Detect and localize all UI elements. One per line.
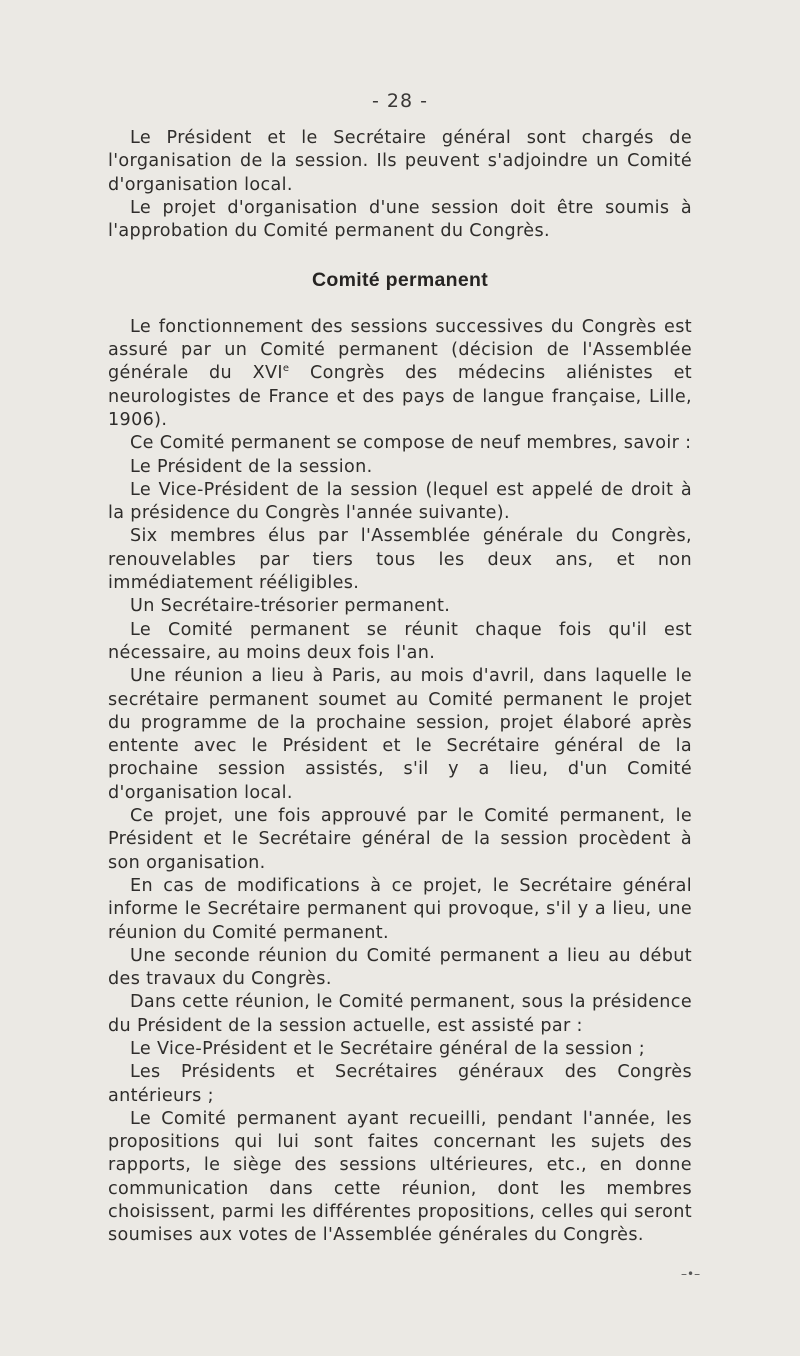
paragraph-organisation: Le Président et le Secrétaire général sont chargés de l'organisation de la session. Ils peuvent s'adjoindre un Comité d'organisation local. bbox=[108, 128, 692, 195]
paragraph-vice-president-secretaire: Le Vice-Président et le Secrétaire général de la session ; bbox=[130, 1038, 645, 1059]
paragraph-approbation: Le projet d'organisation d'une session doit être soumis à l'approbation du Comité permanent du Congrès. bbox=[108, 197, 692, 242]
document-body bbox=[108, 127, 692, 1248]
paragraph-dans-cette-reunion: Dans cette réunion, le Comité permanent, sous la présidence du Président de la session actuelle, est assisté par : bbox=[108, 992, 692, 1036]
paragraph-fonctionnement bbox=[108, 316, 692, 432]
paragraph-propositions: Le Comité permanent ayant recueilli, pendant l'année, les propositions qui lui sont faites concernant les sujets des rapports, le siège des sessions ultérieures, etc., en donne communication dans cette réunion, dont les membres choisissent, parmi les différentes propositions, celles qui seront soumises aux votes de l'Assemblée générales du Congrès. bbox=[108, 1108, 692, 1246]
paragraph-seconde-reunion: Une seconde réunion du Comité permanent a lieu au début des travaux du Congrès. bbox=[108, 945, 692, 990]
paragraph-reunion-frequence: Le Comité permanent se réunit chaque fois qu'il est nécessaire, au moins deux fois l'an. bbox=[108, 619, 692, 663]
paragraph-president: Le Président de la session. bbox=[130, 456, 373, 477]
paragraph-fonctionnement-part2: Congrès des médecins aliénistes et neurologistes de France et des pays de langue française, Lille, 1906). bbox=[108, 363, 693, 430]
paragraph-projet-approuve: Ce projet, une fois approuvé par le Comité permanent, le Président et le Secrétaire général de la session procèdent à son organisation. bbox=[108, 806, 692, 873]
paragraph-six-membres: Six membres élus par l'Assemblée générale du Congrès, renouvelables par tiers tous les deux ans, et non immédiatement rééligibles. bbox=[108, 526, 692, 594]
superscript-e: e bbox=[282, 363, 290, 375]
paragraph-secretaire-tresorier: Un Secrétaire-trésorier permanent. bbox=[130, 596, 451, 617]
paragraph-modifications: En cas de modifications à ce projet, le Secrétaire général informe le Secrétaire permanent qui provoque, s'il y a lieu, une réunion du Comité permanent. bbox=[108, 875, 692, 943]
page-number: - 28 - bbox=[372, 90, 428, 112]
paragraph-presidents-anterieurs: Les Présidents et Secrétaires généraux des Congrès antérieurs ; bbox=[108, 1062, 692, 1106]
paragraph-fonctionnement-part1: Le fonctionnement des sessions successives du Congrès est assuré par un Comité permanent (décision de l'Assemblée générale du XVI bbox=[108, 316, 692, 384]
paragraph-composition: Ce Comité permanent se compose de neuf membres, savoir : bbox=[130, 433, 692, 454]
page-end-mark: –•– bbox=[681, 1267, 701, 1281]
paragraph-vice-president: Le Vice-Président de la session (lequel est appelé de droit à la présidence du Congrès l'année suivante). bbox=[108, 479, 692, 524]
section-heading: Comité permanent bbox=[312, 269, 488, 292]
paragraph-reunion-paris: Une réunion a lieu à Paris, au mois d'avril, dans laquelle le secrétaire permanent soumet au Comité permanent le projet du programme de la prochaine session, projet élaboré après entente avec le Président et le Secrétaire général de la prochaine session assistés, s'il y a lieu, d'un Comité d'organisation local. bbox=[108, 666, 692, 803]
